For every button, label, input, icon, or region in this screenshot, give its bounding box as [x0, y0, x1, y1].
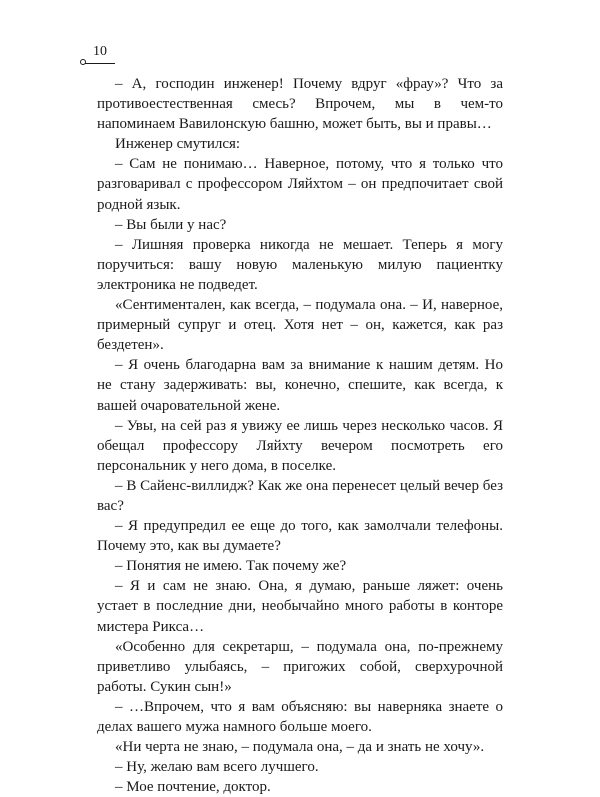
page-number: 10 [93, 44, 107, 59]
paragraph: – Сам не понимаю… Наверное, потому, что я только что разговаривал с профессором Ляйхтом – он предпочитает свой родной язык. [97, 156, 503, 213]
paragraph: – Вы были у нас? [115, 216, 227, 233]
paragraph: – …Впрочем, что я вам объясняю: вы наверняка знаете о делах вашего мужа намного больше моего. [97, 698, 503, 735]
paragraph: – Мое почтение, доктор. [115, 779, 271, 796]
paragraph: – Лишняя проверка никогда не мешает. Теперь я могу поручиться: вашу новую маленькую милую пациентку электроника не подведет. [97, 236, 503, 293]
paragraph: – Я предупредил ее еще до того, как замолчали телефоны. Почему это, как вы думаете? [97, 518, 503, 555]
paragraph: «Ни черта не знаю, – подумала она, – да и знать не хочу». [115, 739, 485, 756]
paragraph: – А, господин инженер! Почему вдруг «фрау»? Что за противоестественная смесь? Впрочем, мы в чем-то напоминаем Вавилонскую башню, может быть, вы и правы… [97, 76, 503, 133]
paragraph: «Сентиментален, как всегда, – подумала она. – И, наверное, примерный супруг и отец. Хотя нет – он, кажется, как раз бездетен». [97, 297, 503, 354]
paragraph: – Я очень благодарна вам за внимание к нашим детям. Но не стану задерживать: вы, конечно, спешите, как всегда, к вашей очаровательной жене. [97, 357, 503, 414]
rule-ornament-dot [80, 59, 86, 65]
page-number-rule [84, 63, 115, 64]
paragraph: – Понятия не имею. Так почему же? [115, 558, 347, 575]
paragraph: – Увы, на сей раз я увижу ее лишь через несколько часов. Я обещал профессору Ляйхту вечером посмотреть его персональник у него дома, в поселке. [97, 417, 503, 474]
paragraph: – Я и сам не знаю. Она, я думаю, раньше ляжет: очень устает в последние дни, необычайно много работы в конторе мистера Рикса… [97, 578, 503, 635]
page-body-text [97, 74, 503, 797]
paragraph: – Ну, желаю вам всего лучшего. [115, 759, 319, 776]
paragraph: Инженер смутился: [115, 136, 241, 153]
paragraph: «Особенно для секретарш, – подумала она, по-прежнему приветливо улыбаясь, – пригожих собой, сверхурочной работы. Сукин сын!» [97, 638, 503, 695]
paragraph: – В Сайенс-виллидж? Как же она перенесет целый вечер без вас? [97, 477, 503, 514]
